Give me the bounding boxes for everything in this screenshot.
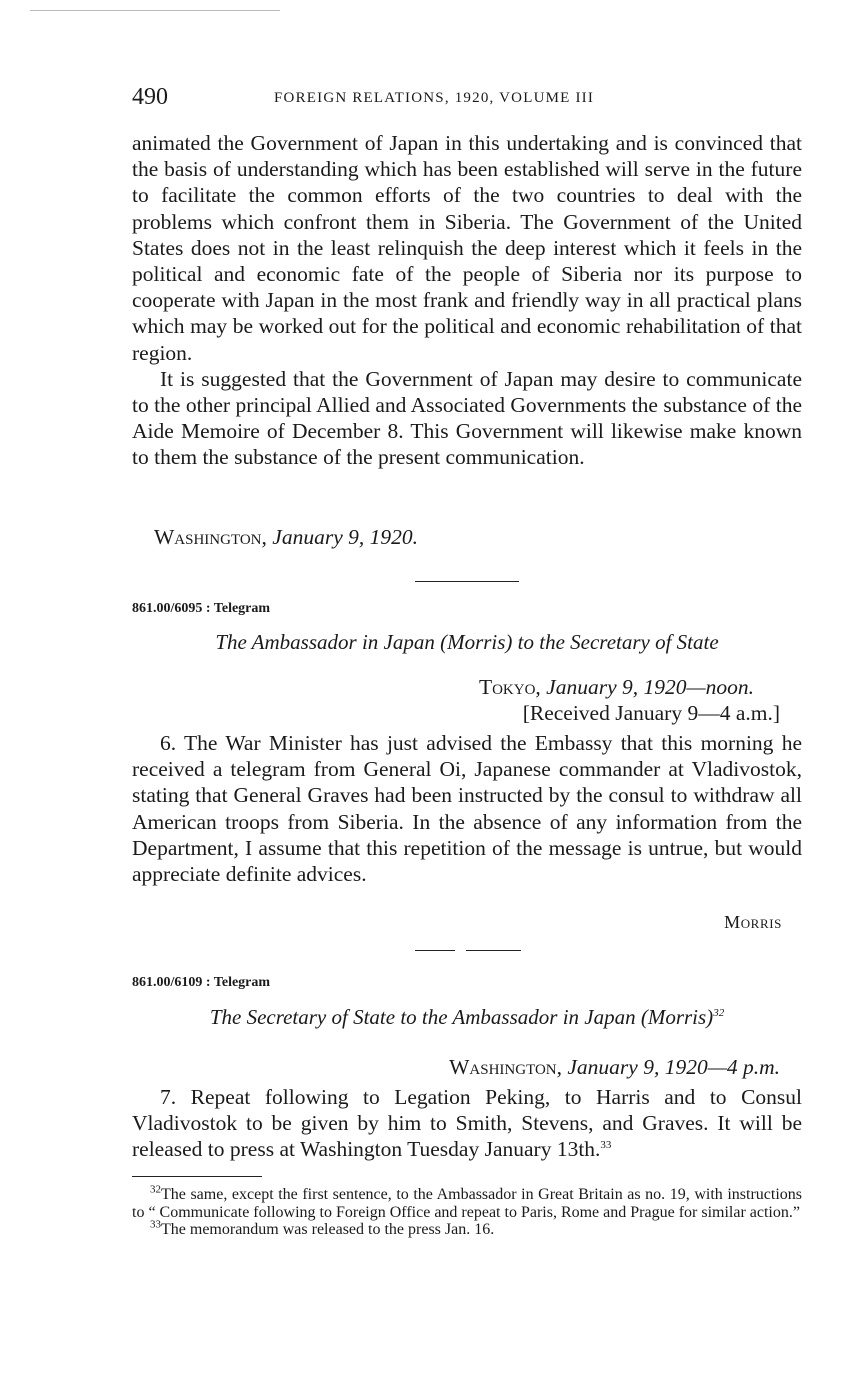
dateline — [132, 674, 802, 700]
dateline-date: January 9, 1920—4 p.m. — [567, 1055, 780, 1079]
dateline-date: January 9, 1920—noon. — [546, 675, 754, 699]
footnote-text: The memorandum was released to the press Jan. 16. — [161, 1221, 495, 1238]
paragraph: It is suggested that the Government of Japan may desire to communicate to the other principal Allied and Associated Governments the substance of the Aide Memoire of December 8. This Government will likewise make known to them the substance of the present communication. — [132, 366, 802, 470]
document-title-text: The Secretary of State to the Ambassador in Japan (Morris) — [209, 1005, 714, 1029]
page-number: 490 — [132, 84, 168, 110]
footnote-ref: 33 — [600, 1139, 612, 1152]
footnote — [132, 1183, 802, 1221]
section-divider — [466, 950, 521, 951]
dateline-place: Washington, — [449, 1055, 563, 1079]
continuation-text — [132, 130, 802, 471]
file-number: 861.00/6095 : Telegram — [132, 601, 271, 616]
signature: Morris — [724, 912, 782, 932]
paragraph: animated the Government of Japan in this undertaking and is convinced that the basis of understanding which has been established will serve in the future to facilitate the common efforts of the two countries to deal with the problems which confront them in Siberia. The Government of the United States does not in the least relinquish the deep interest which it feels in the political and economic fate of the people of Siberia nor its purpose to cooperate with Japan in the most frank and friendly way in all practical plans which may be worked out for the political and economic rehabilitation of that region. — [132, 131, 802, 365]
footnote-text: The same, except the first sentence, to the Ambassador in Great Britain as no. 19, with instructions to “ Communicate following to Foreign Office and repeat to Paris, Rome and Prague for similar action.” — [132, 1186, 802, 1221]
footnote-rule — [132, 1176, 262, 1177]
footnote-ref: 32 — [713, 1007, 725, 1019]
section-divider — [415, 950, 455, 951]
dateline — [132, 1054, 802, 1080]
dateline-date: January 9, 1920. — [272, 525, 418, 549]
footnote-mark: 32 — [150, 1183, 161, 1196]
scan-edge-line — [30, 10, 280, 11]
footnotes — [132, 1183, 802, 1239]
dateline — [154, 524, 824, 550]
received-note: [Received January 9—4 a.m.] — [522, 701, 780, 725]
document-title — [132, 1005, 802, 1030]
telegram-body — [132, 730, 802, 887]
document-title: The Ambassador in Japan (Morris) to the Secretary of State — [215, 630, 719, 654]
dateline-place: Tokyo, — [478, 675, 541, 699]
running-title: FOREIGN RELATIONS, 1920, VOLUME III — [274, 90, 595, 106]
running-head — [132, 84, 802, 114]
section-divider — [415, 581, 519, 582]
paragraph — [132, 1084, 802, 1163]
paragraph-text: 7. Repeat following to Legation Peking, to Harris and to Consul Vladivostok to be given by him to Smith, Stevens, and Graves. It will be released to press at Washington Tuesday January 13th. — [132, 1085, 802, 1162]
footnote — [132, 1218, 802, 1239]
dateline-place: Washington, — [154, 525, 267, 549]
footnote-mark: 33 — [150, 1218, 161, 1231]
file-number: 861.00/6109 : Telegram — [132, 975, 271, 990]
telegram-body — [132, 1084, 802, 1163]
paragraph: 6. The War Minister has just advised the Embassy that this morning he received a telegram from General Oi, Japanese commander at Vladivostok, stating that General Graves had been instructed by the consul to withdraw all American troops from Siberia. In the absence of any information from the Department, I assume that this repetition of the message is untrue, but would appreciate definite advices. — [132, 731, 802, 887]
